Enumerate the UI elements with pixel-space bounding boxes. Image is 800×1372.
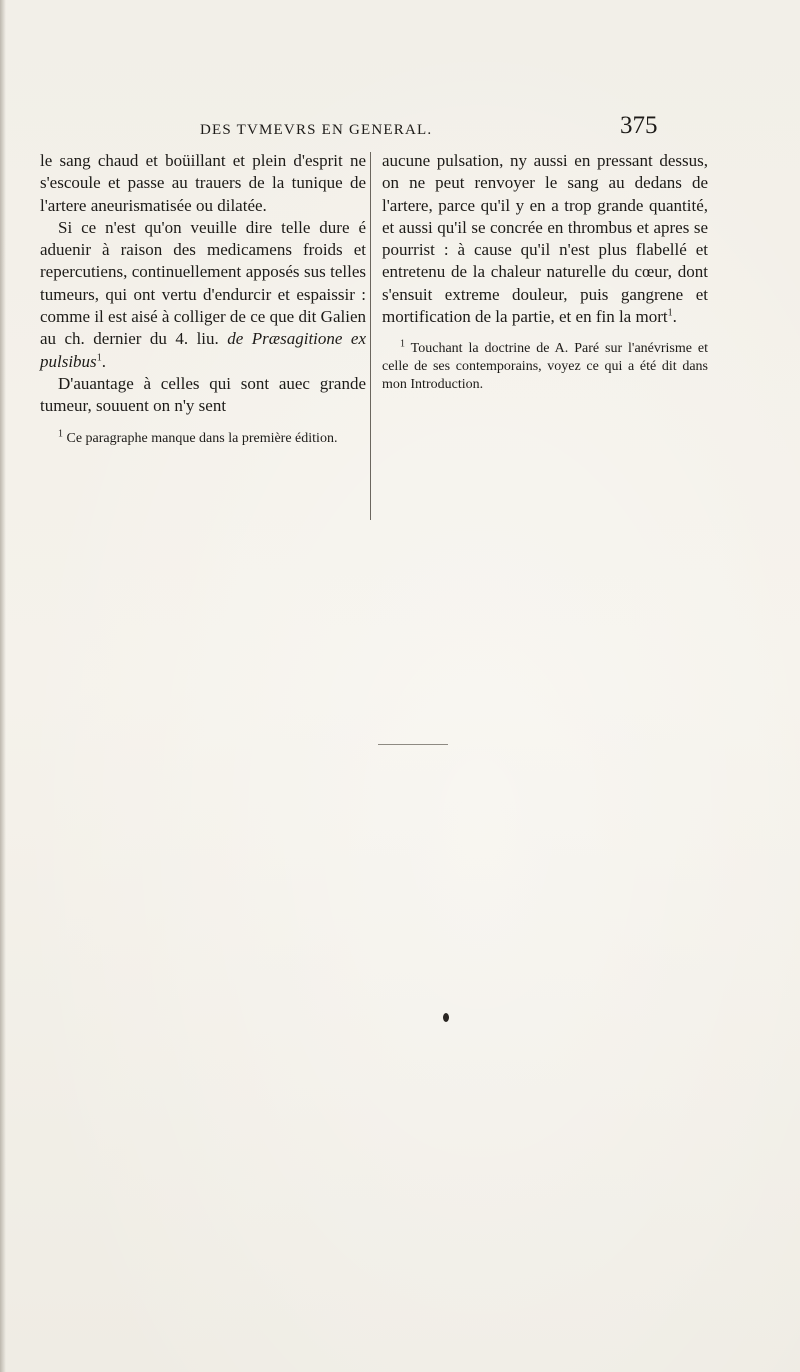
page-number: 375 bbox=[620, 112, 658, 139]
left-footnote-text: Ce paragraphe manque dans la première édition. bbox=[66, 430, 338, 446]
page-edge-shadow bbox=[0, 0, 6, 1372]
right-column bbox=[382, 150, 708, 394]
right-paragraph-1-text: aucune pulsation, ny aussi en pressant dessus, on ne peut renvoyer le sang au dedans de l'artere, parce qu'il y en a trop grande quantité, et aussi qu'il se concrée en thrombus et apres se pourrist : à cause qu'il n'est plus flabellé et entretenu de la chaleur naturelle du cœur, dont s'ensuit extreme douleur, puis gangrene et mortification de la partie, et en fin la mort bbox=[382, 151, 708, 327]
left-paragraph-3: D'auantage à celles qui sont auec grande tumeur, souuent on n'y sent bbox=[40, 373, 366, 416]
ink-spot bbox=[443, 1013, 449, 1022]
right-footnote bbox=[382, 340, 708, 394]
left-paragraph-1: le sang chaud et boüillant et plein d'esprit ne s'escoule et passe au trauers de la tunique de l'artere aneurismatisée ou dilatée. bbox=[40, 151, 366, 215]
footnote-reference: 1 bbox=[667, 307, 673, 319]
show-through-texture bbox=[40, 520, 740, 1040]
right-footnote-text: Touchant la doctrine de A. Paré sur l'anévrisme et celle de ses contemporains, voyez ce qui a été dit dans mon Introduction. bbox=[382, 341, 708, 393]
left-paragraph-2 bbox=[40, 217, 366, 373]
running-title: DES TVMEVRS EN GENERAL. bbox=[200, 122, 433, 138]
left-footnote bbox=[40, 427, 366, 448]
right-paragraph-1 bbox=[382, 150, 708, 328]
page-header bbox=[200, 112, 680, 148]
left-column bbox=[40, 150, 366, 448]
left-paragraph-2-end: . bbox=[101, 351, 106, 371]
right-paragraph-1-end: . bbox=[672, 307, 677, 327]
footnote-reference: 1 bbox=[96, 352, 102, 364]
column-divider bbox=[370, 152, 371, 520]
footnote-marker: 1 bbox=[400, 338, 405, 350]
left-paragraph-2-text: Si ce n'est qu'on veuille dire telle dure é aduenir à raison des medicamens froids et repercutiens, continuellement apposés sus telles tumeurs, qui ont vertu d'endurcir et espaissir : comme il est aisé à colliger de ce que dit Galien au ch. dernier du 4. liu. bbox=[40, 217, 366, 349]
footnote-marker: 1 bbox=[58, 427, 63, 439]
section-rule bbox=[378, 744, 448, 745]
work-title: de Præsagitione ex pulsibus bbox=[40, 329, 366, 371]
